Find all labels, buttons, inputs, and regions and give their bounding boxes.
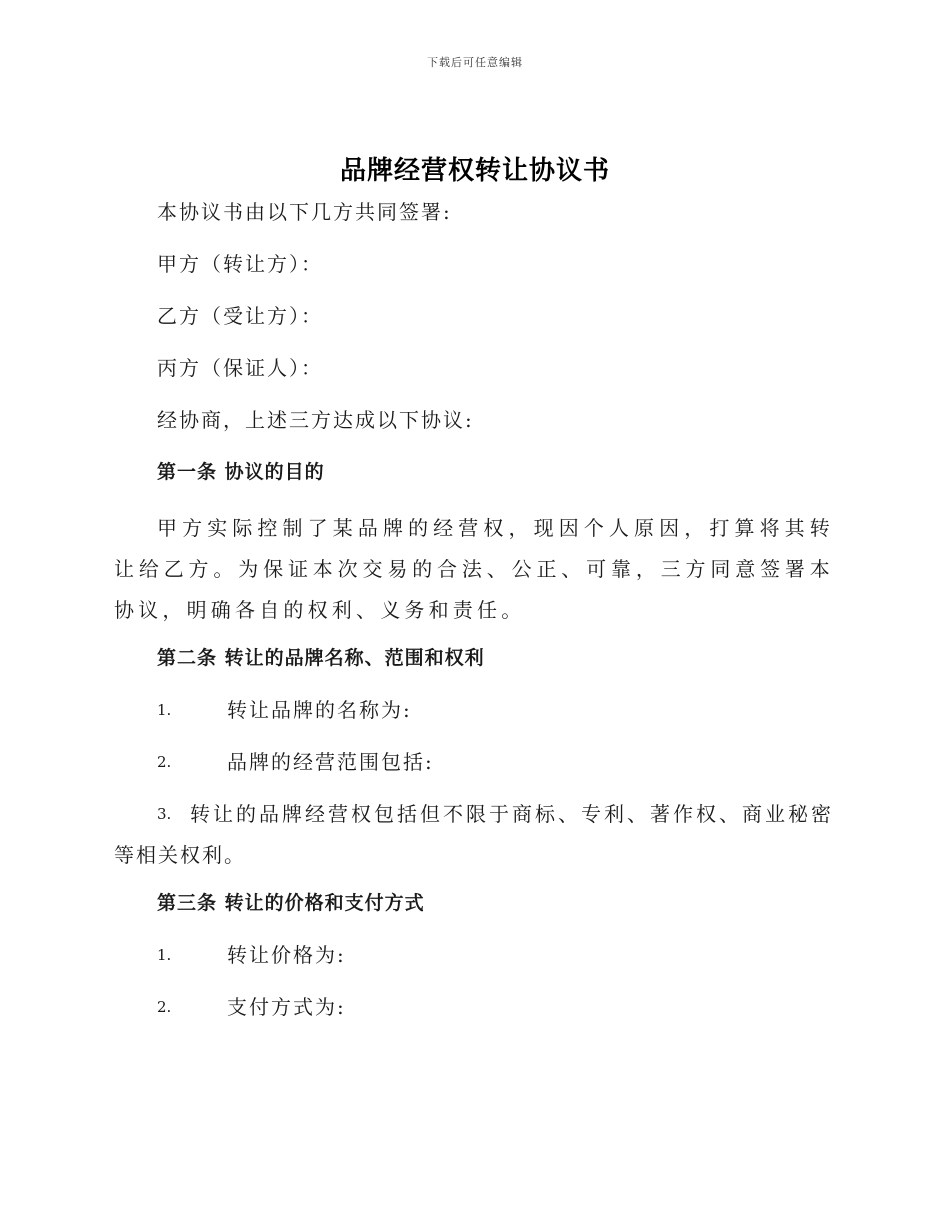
item-number: 3. <box>157 805 172 823</box>
agreement-line: 经协商，上述三方达成以下协议: <box>157 408 474 432</box>
intro-line: 本协议书由以下几方共同签署: <box>157 200 452 224</box>
article-3-item-2 <box>114 991 834 1023</box>
article-2-item-2 <box>114 746 834 778</box>
item-continuation-line: 等相关权利。 <box>114 843 246 867</box>
item-text: 转让品牌的名称为: <box>227 698 412 722</box>
party-b-line: 乙方（受让方）： <box>157 304 323 328</box>
item-number: 1. <box>157 946 172 964</box>
item-text: 转让价格为: <box>227 943 346 967</box>
article-3-item-1 <box>114 939 834 971</box>
item-number: 2. <box>157 753 172 771</box>
header-note: 下载后可任意编辑 <box>427 56 523 69</box>
article-2-heading: 第二条 转让的品牌名称、范围和权利 <box>157 647 485 669</box>
item-number: 1. <box>157 701 172 719</box>
item-first-line <box>114 794 834 835</box>
document-title: 品牌经营权转让协议书 <box>339 156 610 186</box>
item-number: 2. <box>157 998 172 1016</box>
document-body <box>114 196 834 1043</box>
article-2-item-3 <box>114 794 834 876</box>
party-c-line: 丙方（保证人）： <box>157 356 323 380</box>
article-1-heading: 第一条 协议的目的 <box>157 461 325 483</box>
article-1-text: 甲方实际控制了某品牌的经营权，现因个人原因，打算将其转让给乙方。为保证本次交易的合法、公正、可靠，三方同意签署本协议，明确各自的权利、义务和责任。 <box>114 516 834 622</box>
party-a-line: 甲方（转让方）： <box>157 252 323 276</box>
item-text: 支付方式为: <box>227 995 346 1019</box>
article-2-item-1 <box>114 694 834 726</box>
item-text: 转让的品牌经营权包括但不限于商标、专利、著作权、商业秘密 <box>190 802 834 826</box>
item-text: 品牌的经营范围包括: <box>227 750 434 774</box>
article-3-heading: 第三条 转让的价格和支付方式 <box>157 892 425 914</box>
